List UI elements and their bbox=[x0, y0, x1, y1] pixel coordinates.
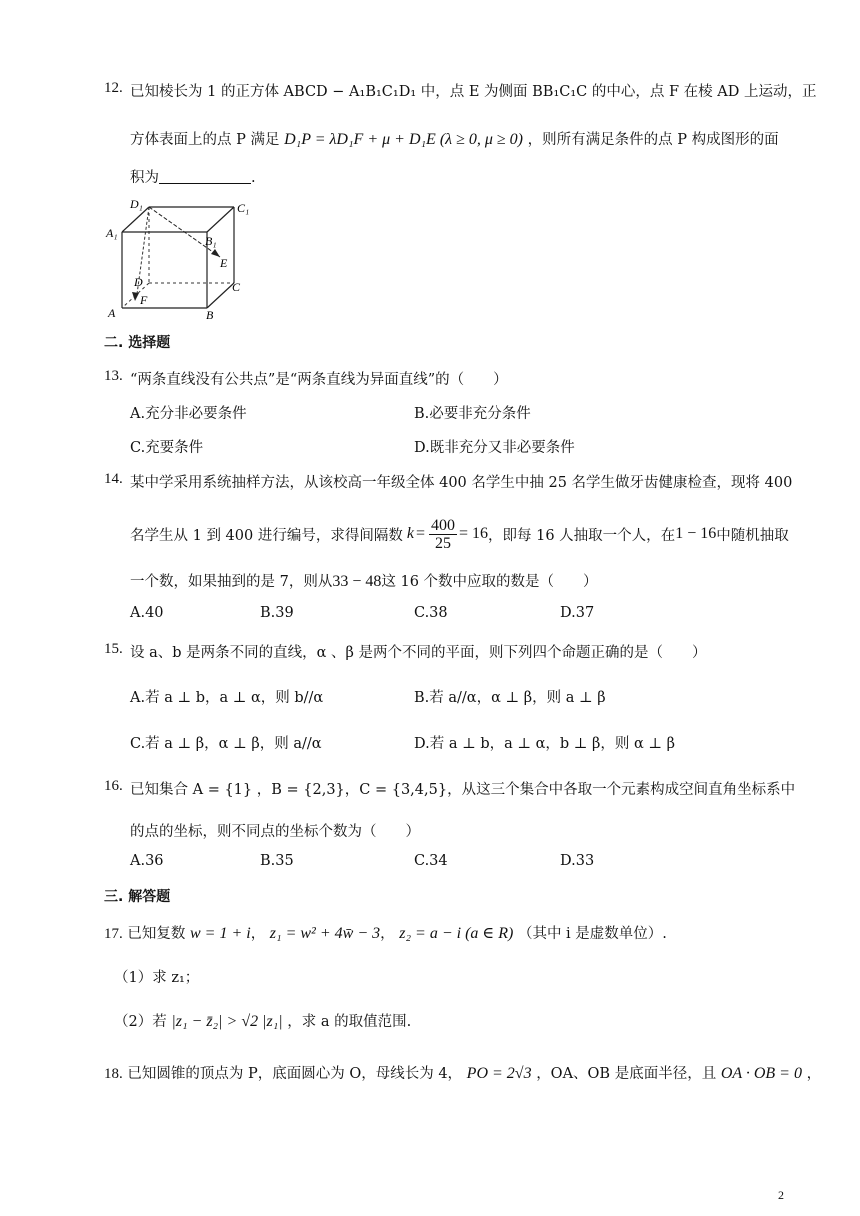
q16-option-a: A.36 bbox=[130, 853, 164, 869]
q17-stem-pre: 已知复数 bbox=[127, 926, 186, 942]
q16-line1: 已知集合 A = {1} ，B = {2,3}，C = {3,4,5}，从这三个集合中各取一个元素构成空间直角坐标系中 bbox=[130, 782, 796, 798]
label-d1: D₁ bbox=[130, 197, 143, 211]
page-number: 2 bbox=[778, 1188, 784, 1202]
q14-line2-end: 中随机抽取 bbox=[716, 527, 789, 544]
q15-option-c: C.若 a ⊥ β，α ⊥ β，则 a//α bbox=[130, 736, 322, 752]
section-heading-choice: 二. 选择题 bbox=[104, 335, 171, 351]
q14-line3-post: 这 16 个数中应取的数是（ ） bbox=[381, 574, 598, 590]
q14-range1: 1 − 16 bbox=[675, 525, 717, 542]
q14-equals-result: = 16 bbox=[458, 525, 489, 542]
q18-text-end: ， bbox=[806, 1066, 822, 1082]
q14-fraction bbox=[429, 517, 457, 552]
q13-stem: “两条直线没有公共点”是“两条直线为异面直线”的（ ） bbox=[130, 372, 508, 388]
label-a: A bbox=[108, 306, 116, 320]
q15-stem: 设 a、b 是两条不同的直线，α 、β 是两个不同的平面，则下列四个命题正确的是（ ） bbox=[130, 645, 707, 661]
q13-number: 13. bbox=[104, 368, 123, 384]
q18-text-pre: 已知圆锥的顶点为 P，底面圆心为 O，母线长为 4， bbox=[127, 1066, 463, 1082]
q14-fraction-denominator: 25 bbox=[434, 534, 451, 552]
q17-part1: （1）求 z₁； bbox=[114, 970, 200, 986]
q13-option-d: D.既非充分又非必要条件 bbox=[414, 440, 575, 456]
q12-vector-equation: D₁P = λD₁F + μ + D₁E (λ ≥ 0, μ ≥ 0) bbox=[284, 131, 524, 148]
q18-number: 18. bbox=[104, 1066, 123, 1082]
q15-number: 15. bbox=[104, 641, 123, 657]
q17-number: 17. bbox=[104, 926, 123, 942]
label-d: D bbox=[134, 275, 143, 289]
q14-line3-pre: 一个数，如果抽到的是 7，则从 bbox=[130, 574, 333, 590]
q14-k: k bbox=[406, 525, 414, 542]
q12-line1: 已知棱长为 1 的正方体 ABCD − A₁B₁C₁D₁ 中，点 E 为侧面 BB₁C₁C 的中心，点 F 在棱 AD 上运动，正 bbox=[130, 84, 817, 100]
q15-option-d: D.若 a ⊥ b，a ⊥ α，b ⊥ β，则 α ⊥ β bbox=[414, 736, 676, 752]
q13-option-b: B.必要非充分条件 bbox=[414, 406, 531, 422]
q14-line2-pre: 名学生从 1 到 400 进行编号，求得间隔数 bbox=[130, 527, 403, 544]
q17-part2-post: ，求 a 的取值范围. bbox=[287, 1014, 412, 1030]
q18-po-length: PO = 2√3 bbox=[466, 1065, 532, 1082]
q17-part2-pre: （2）若 bbox=[114, 1014, 167, 1030]
q17-stem-post: （其中 i 是虚数单位）. bbox=[517, 926, 667, 942]
q15-option-a: A.若 a ⊥ b，a ⊥ α，则 b//α bbox=[130, 690, 324, 706]
label-a1: A₁ bbox=[106, 226, 118, 240]
label-b1: B₁ bbox=[205, 234, 217, 248]
q14-option-a: A.40 bbox=[130, 605, 164, 621]
label-f: F bbox=[140, 293, 148, 307]
q14-option-d: D.37 bbox=[560, 605, 595, 621]
q14-line2-post: ，即每 16 人抽取一个人，在 bbox=[488, 527, 676, 544]
q16-option-c: C.34 bbox=[414, 853, 448, 869]
answer-blank bbox=[159, 169, 251, 184]
q16-line2: 的点的坐标，则不同点的坐标个数为（ ） bbox=[130, 824, 420, 840]
q16-number: 16. bbox=[104, 778, 123, 794]
q12-line2 bbox=[130, 128, 779, 149]
q17-stem: 17. 已知复数 w = 1 + i， z₁ = w² + 4w̄ − 3， z₂ = a − i (a ∈ R) （其中 i 是虚数单位）. bbox=[104, 925, 667, 942]
q16-option-d: D.33 bbox=[560, 853, 595, 869]
q12-number: 12. bbox=[104, 80, 123, 96]
q12-line3-end: . bbox=[251, 170, 256, 186]
q16-option-b: B.35 bbox=[260, 853, 294, 869]
q14-option-c: C.38 bbox=[414, 605, 448, 621]
q18-text-mid: ，OA、OB 是底面半径，且 bbox=[536, 1066, 717, 1082]
q17-z1-definition: z₁ = w² + 4w̄ − 3 bbox=[269, 925, 381, 942]
q12-line3-text: 积为 bbox=[130, 170, 159, 186]
q12-line3 bbox=[130, 166, 256, 187]
q14-line1: 某中学采用系统抽样方法，从该校高一年级全体 400 名学生中抽 25 名学生做牙齿健康检查，现将 400 bbox=[130, 475, 793, 491]
label-e: E bbox=[220, 256, 228, 270]
cube-figure bbox=[104, 195, 250, 323]
section-heading-solution: 三. 解答题 bbox=[104, 889, 171, 905]
q13-option-c: C.充要条件 bbox=[130, 440, 204, 456]
q13-option-a: A.充分非必要条件 bbox=[130, 406, 247, 422]
label-c: C bbox=[232, 280, 241, 294]
q14-range2: 33 − 48 bbox=[332, 573, 382, 590]
q14-fraction-numerator: 400 bbox=[430, 516, 455, 534]
q17-w-definition: w = 1 + i bbox=[189, 925, 251, 942]
q15-option-b: B.若 a//α，α ⊥ β，则 a ⊥ β bbox=[414, 690, 606, 706]
q14-option-b: B.39 bbox=[260, 605, 294, 621]
q12-line2-post: ，则所有满足条件的点 P 构成图形的面 bbox=[527, 132, 779, 148]
q17-part2 bbox=[114, 1010, 411, 1031]
q18-dot-product: OA · OB = 0 bbox=[720, 1065, 802, 1082]
q17-inequality: |z₁ − z̄₂| > √2 |z₁| bbox=[171, 1013, 283, 1030]
q18-stem bbox=[104, 1062, 821, 1083]
q17-z2-definition: z₂ = a − i (a ∈ R) bbox=[399, 925, 514, 942]
q12-line2-pre: 方体表面上的点 P 满足 bbox=[130, 132, 280, 148]
q14-line3 bbox=[130, 570, 598, 591]
label-c1: C₁ bbox=[237, 201, 250, 215]
q14-number: 14. bbox=[104, 471, 123, 487]
label-b: B bbox=[206, 308, 214, 322]
q14-line2: 名学生从 1 到 400 进行编号，求得间隔数 k = $\frac{400}{25}$ = 16 ，即每 16 人抽取一个人，在 1 − 16 中随机抽取 bbox=[130, 516, 789, 552]
